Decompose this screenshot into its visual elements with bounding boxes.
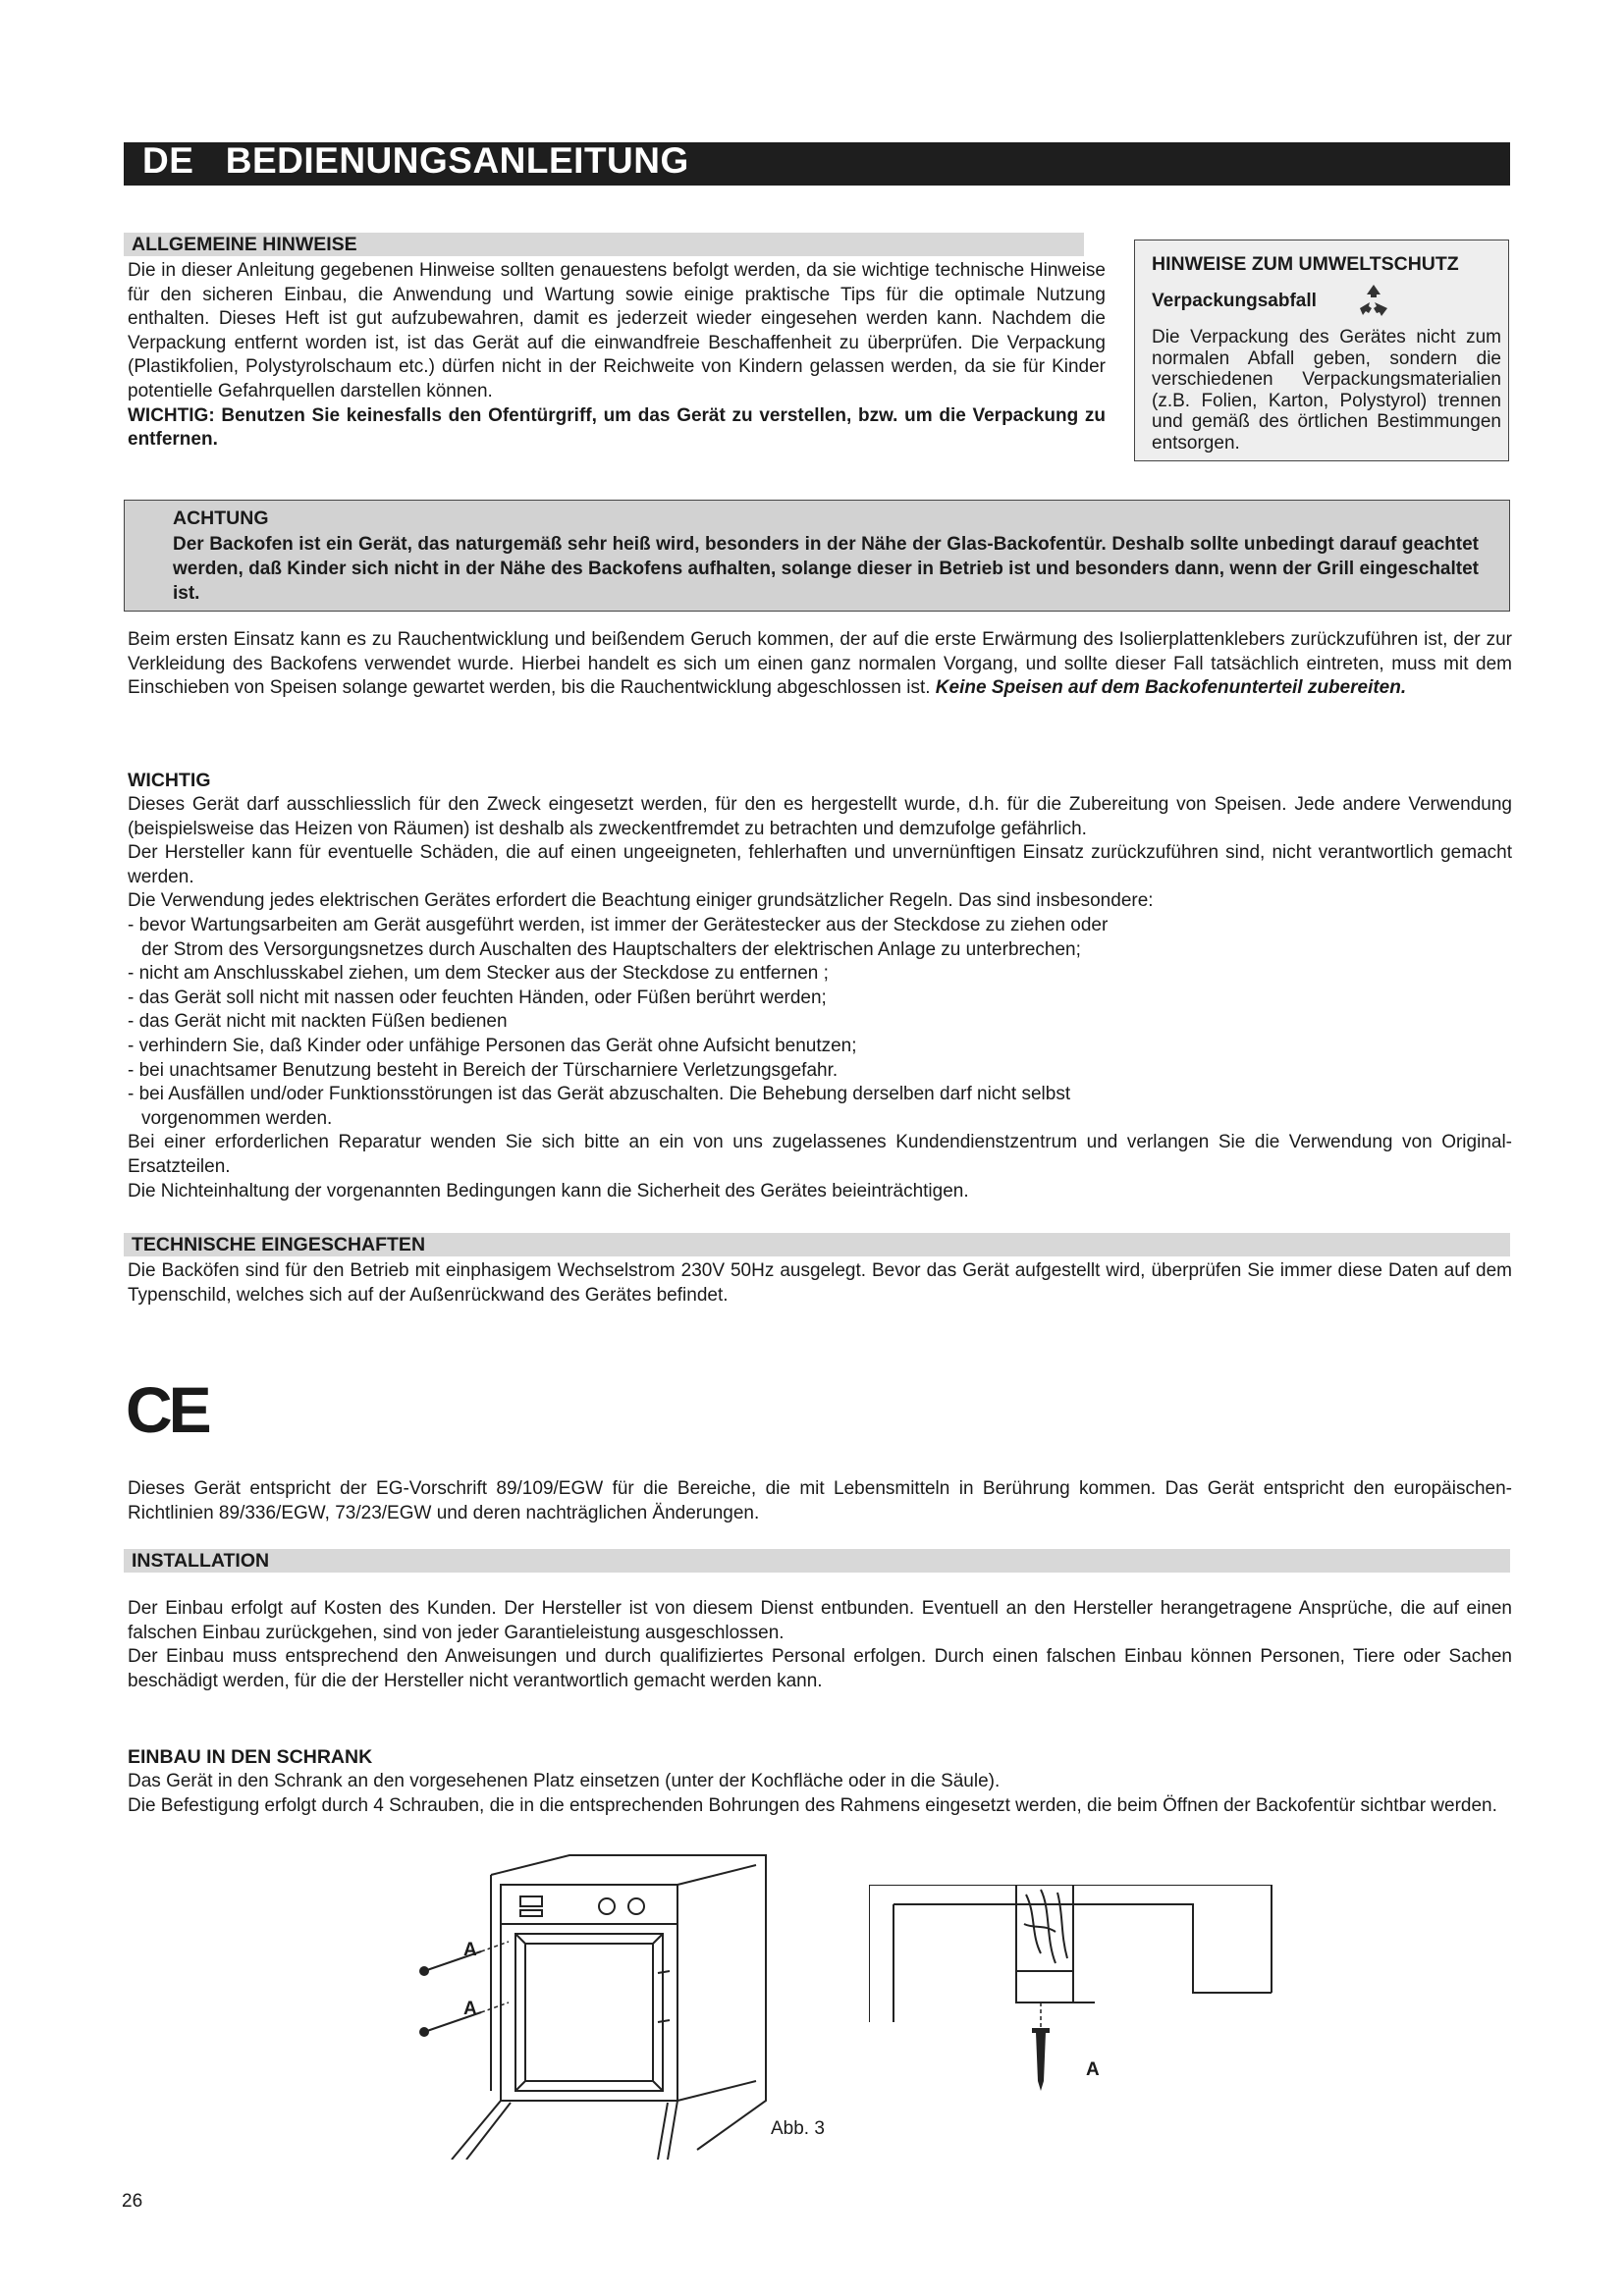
- section-heading-installation: INSTALLATION: [124, 1549, 1510, 1573]
- allgemeine-body: [128, 259, 1106, 453]
- label-a-top: A: [463, 1940, 477, 1960]
- important-list-item: - verhindern Sie, daß Kinder oder unfähige Personen das Gerät ohne Aufsicht benutzen;: [128, 1035, 857, 1056]
- important-list-item: - das Gerät nicht mit nackten Füßen bedienen: [128, 1011, 508, 1033]
- important-list-item-cont: vorgenommen werden.: [141, 1107, 333, 1129]
- ce-text: Dieses Gerät entspricht der EG-Vorschrift 89/109/EGW für die Bereiche, die mit Lebensmitteln in Berührung kommen. Das Gerät entspricht den europäischen-Richtlinien 89/336/EGW, 73/23/EGW und deren nachträglichen Änderungen.: [128, 1478, 1512, 1523]
- cabinet-detail-diagram: [869, 1885, 1281, 2101]
- label-a-detail: A: [1086, 2059, 1100, 2080]
- page-title: [142, 140, 689, 182]
- important-list-item: - nicht am Anschlusskabel ziehen, um dem Stecker aus der Steckdose zu entfernen ;: [128, 963, 829, 985]
- important-body: [128, 793, 1512, 1203]
- language-code: DE: [142, 140, 194, 181]
- important-line: Die Verwendung jedes elektrischen Gerätes erfordert die Beachtung einiger grundsätzlicher Regeln. Das sind insbesondere:: [128, 890, 1154, 912]
- important-line: Bei einer erforderlichen Reparatur wenden Sie sich bitte an ein von uns zugelassenes Kundendienstzentrum und verlangen Sie die Verwendung von Original-Ersatzteilen.: [128, 1132, 1512, 1177]
- installation-text-1: Der Einbau erfolgt auf Kosten des Kunden. Der Hersteller ist von diesem Dienst entbunden. Eventuell an den Hersteller herangetragene Ansprüche, die auf einen falschen Einbau zurückgehen, sind von jeder Garantieleistung ausgeschlossen.: [128, 1598, 1512, 1643]
- important-line: Der Hersteller kann für eventuelle Schäden, die auf einen ungeeigneten, fehlerhaften und unvernünftigen Einsatz zurückzuführen sind, nicht verantwortlich gemacht werden.: [128, 842, 1512, 887]
- label-a-middle: A: [463, 1999, 477, 2019]
- section-heading-technische: TECHNISCHE EINGESCHAFTEN: [124, 1233, 1510, 1256]
- environment-text: Die Verpackung des Gerätes nicht zum normalen Abfall geben, sondern die verschiedenen Verpackungsmaterialien (z.B. Folien, Karton, Polystyrol) trennen und gemäß des örtlichen Bestimmungen entsorgen.: [1152, 327, 1501, 454]
- cabinet-install-text-2: Die Befestigung erfolgt durch 4 Schrauben, die in die entsprechenden Bohrungen des Rahmens eingesetzt werden, die beim Öffnen der Backofentür sichtbar werden.: [128, 1794, 1497, 1816]
- environment-heading: HINWEISE ZUM UMWELTSCHUTZ: [1152, 253, 1459, 275]
- first-use-paragraph: [128, 628, 1512, 701]
- environment-subheading: Verpackungsabfall: [1152, 291, 1317, 311]
- important-list-item: - bevor Wartungsarbeiten am Gerät ausgeführt werden, ist immer der Gerätestecker aus der Steckdose zu ziehen oder: [128, 914, 1109, 935]
- important-heading: WICHTIG: [128, 770, 211, 791]
- title-text: BEDIENUNGSANLEITUNG: [225, 140, 689, 181]
- important-list-item: - das Gerät soll nicht mit nassen oder feuchten Händen, oder Füßen berührt werden;: [128, 987, 827, 1008]
- important-line: Dieses Gerät darf ausschliesslich für den Zweck eingesetzt werden, für den es hergestellt wurde, d.h. für die Zubereitung von Speisen. Jede andere Verwendung (beispielsweise das Heizen von Räumen) ist deshalb als zweckentfremdet zu betrachten und demzufolge gefährlich.: [128, 794, 1512, 839]
- ce-mark: CE: [126, 1373, 208, 1446]
- warning-text: Der Backofen ist ein Gerät, das naturgemäß sehr heiß wird, besonders in der Nähe der Glas-Backofentür. Deshalb sollte unbedingt darauf geachtet werden, daß Kinder sich nicht in der Nähe des Backofens aufhalten, solange dieser in Betrieb ist und besonders dann, wenn der Grill eingeschaltet ist.: [173, 534, 1479, 604]
- figure-caption: Abb. 3: [771, 2118, 825, 2139]
- important-line: Die Nichteinhaltung der vorgenannten Bedingungen kann die Sicherheit des Gerätes beieinträchtigen.: [128, 1180, 969, 1201]
- page-number: 26: [122, 2191, 143, 2212]
- cabinet-install-body: [128, 1770, 1512, 1818]
- allgemeine-warning: WICHTIG: Benutzen Sie keinesfalls den Ofentürgriff, um das Gerät zu verstellen, bzw. um die Verpackung zu entfernen.: [128, 404, 1106, 451]
- important-list-item: - bei Ausfällen und/oder Funktionsstörungen ist das Gerät abzuschalten. Die Behebung derselben darf nicht selbst: [128, 1084, 1071, 1105]
- installation-text-2: Der Einbau muss entsprechend den Anweisungen und durch qualifiziertes Personal erfolgen. Durch einen falschen Einbau können Personen, Tiere oder Sachen beschädigt werden, für die der Hersteller nicht verantwortlich gemacht werden kann.: [128, 1646, 1512, 1691]
- technical-text: Die Backöfen sind für den Betrieb mit einphasigem Wechselstrom 230V 50Hz ausgelegt. Bevor das Gerät aufgestellt wird, überprüfen Sie immer diese Daten auf dem Typenschild, welches sich auf der Außenrückwand des Gerätes befindet.: [128, 1260, 1512, 1306]
- installation-body: [128, 1597, 1512, 1693]
- recycle-icon: [1355, 282, 1392, 319]
- first-use-text: Beim ersten Einsatz kann es zu Rauchentwicklung und beißendem Geruch kommen, der auf die erste Erwärmung des Isolierplattenklebers zurückzuführen ist, der zur Verkleidung des Backofens verwendet wurde. Hierbei handelt es sich um einen ganz normalen Vorgang, und sollte dieser Fall tatsächlich eintreten, muss mit dem Einschieben von Speisen solange gewartet werden, bis die Rauchentwicklung abgeschlossen ist.: [128, 629, 1512, 699]
- allgemeine-text: Die in dieser Anleitung gegebenen Hinweise sollten genauestens befolgt werden, da sie wichtige technische Hinweise für den sicheren Einbau, die Anwendung und Wartung sowie einige praktische Tips für die optimale Nutzung enthalten. Dieses Heft ist gut aufzubewahren, damit es jederzeit wieder eingesehen werden kann. Nachdem die Verpackung entfernt worden ist, ist das Gerät auf die einwandfreie Beschaffenheit zu überprüfen. Die Verpackung (Plastikfolien, Polystyrolschaum etc.) dürfen nicht in der Reichweite von Kindern gelassen werden, da sie für Kinder potentielle Gefahrquellen darstellen können.: [128, 260, 1106, 401]
- important-list-item-cont: der Strom des Versorgungsnetzes durch Auschalten des Hauptschalters der elektrischen Anlage zu unterbrechen;: [141, 938, 1081, 960]
- cabinet-install-heading: EINBAU IN DEN SCHRANK: [128, 1746, 373, 1768]
- important-list-item: - bei unachtsamer Benutzung besteht in Bereich der Türscharniere Verletzungsgefahr.: [128, 1059, 839, 1081]
- section-heading-allgemeine: ALLGEMEINE HINWEISE: [124, 233, 1084, 256]
- first-use-emphasis: Keine Speisen auf dem Backofenunterteil zubereiten.: [935, 677, 1407, 699]
- cabinet-install-text-1: Das Gerät in den Schrank an den vorgesehenen Platz einsetzen (unter der Kochfläche oder in die Säule).: [128, 1771, 1001, 1791]
- warning-heading: ACHTUNG: [173, 507, 269, 529]
